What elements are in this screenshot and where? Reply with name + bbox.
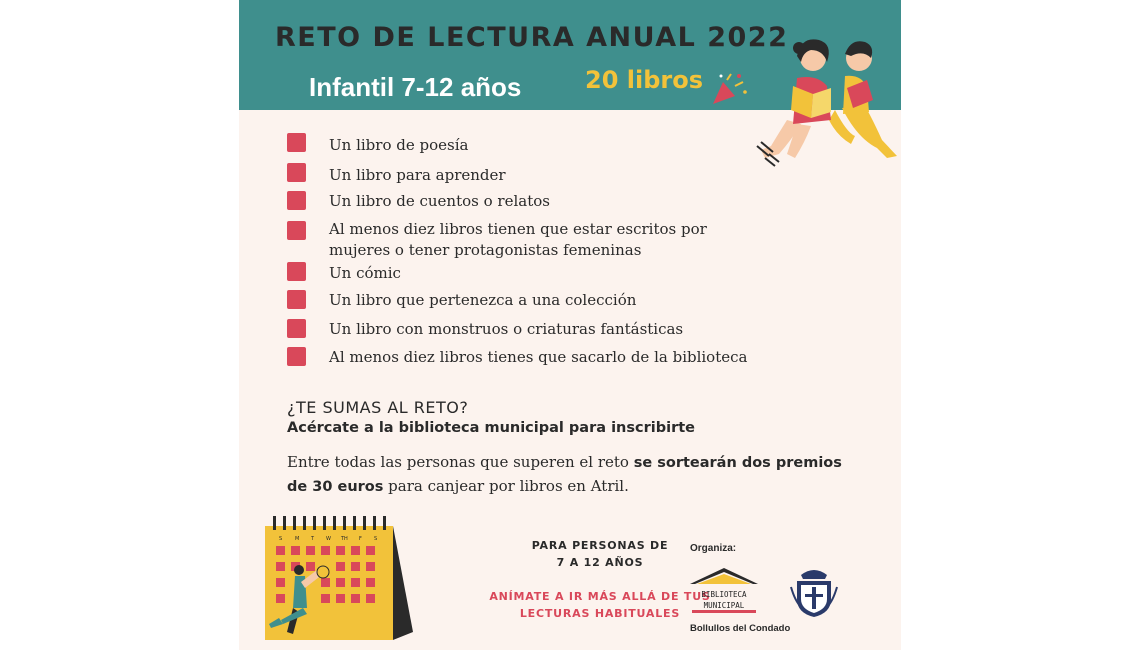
- age-subtitle: Infantil 7-12 años: [309, 72, 522, 102]
- list-item-text: Al menos diez libros tienes que sacarlo de la biblioteca: [329, 348, 748, 366]
- list-item-text: Al menos diez libros tienen que estar escritos por mujeres o tener protagonistas femeninas: [329, 220, 707, 259]
- checkbox[interactable]: [287, 347, 306, 366]
- checkbox[interactable]: [287, 191, 306, 210]
- books-goal: 20 libros: [585, 66, 703, 94]
- organizer-label: Organiza:: [690, 543, 737, 554]
- checkbox[interactable]: [287, 221, 306, 240]
- checkbox[interactable]: [287, 163, 306, 182]
- cta-line: LECTURAS HABITUALES: [519, 607, 681, 620]
- calendar-weekday: S: [374, 536, 378, 542]
- library-logo-line: BIBLIOTECA: [701, 590, 747, 599]
- list-item-text: Un libro de poesía: [329, 136, 469, 154]
- poster-title: RETO DE LECTURA ANUAL 2022: [275, 22, 789, 53]
- calendar-weekday: T: [311, 536, 315, 542]
- party-popper-icon: [709, 70, 749, 108]
- signup-question: ¿TE SUMAS AL RETO?: [287, 398, 469, 417]
- town-crest-icon: [789, 567, 839, 619]
- calendar-weekday: W: [326, 536, 331, 542]
- town-name: Bollullos del Condado: [690, 623, 791, 634]
- list-item-text: Un libro que pertenezca a una colección: [329, 291, 637, 309]
- list-item-text: Un libro para aprender: [329, 166, 506, 184]
- calendar-weekday: TH: [341, 536, 348, 542]
- calendar-weekday: F: [359, 536, 362, 542]
- list-item-text: Un libro de cuentos o relatos: [329, 192, 550, 210]
- cta-line: ANÍMATE A IR MÁS ALLÁ DE TUS: [489, 590, 711, 603]
- list-item-text: Un cómic: [329, 264, 401, 282]
- calendar-weekday: M: [295, 536, 300, 542]
- checkbox[interactable]: [287, 290, 306, 309]
- prize-text: [287, 451, 847, 499]
- prize-text-end: para canjear por libros en Atril.: [383, 477, 629, 495]
- prize-text-bold: se sortearán dos premios de 30 euros: [287, 455, 842, 495]
- poster: [239, 0, 901, 650]
- checkbox[interactable]: [287, 133, 306, 152]
- signup-instruction: Acércate a la biblioteca municipal para inscribirte: [287, 420, 695, 436]
- calendar-weekday: S: [279, 536, 283, 542]
- checkbox[interactable]: [287, 319, 306, 338]
- audience-line: 7 A 12 AÑOS: [556, 556, 644, 569]
- audience-line: PARA PERSONAS DE: [531, 539, 669, 552]
- library-logo-line: MUNICIPAL: [703, 601, 745, 610]
- list-item-text: Un libro con monstruos o criaturas fantásticas: [329, 320, 684, 338]
- calendar-illustration: [243, 512, 423, 647]
- checkbox[interactable]: [287, 262, 306, 281]
- prize-text-start: Entre todas las personas que superen el reto: [287, 453, 634, 471]
